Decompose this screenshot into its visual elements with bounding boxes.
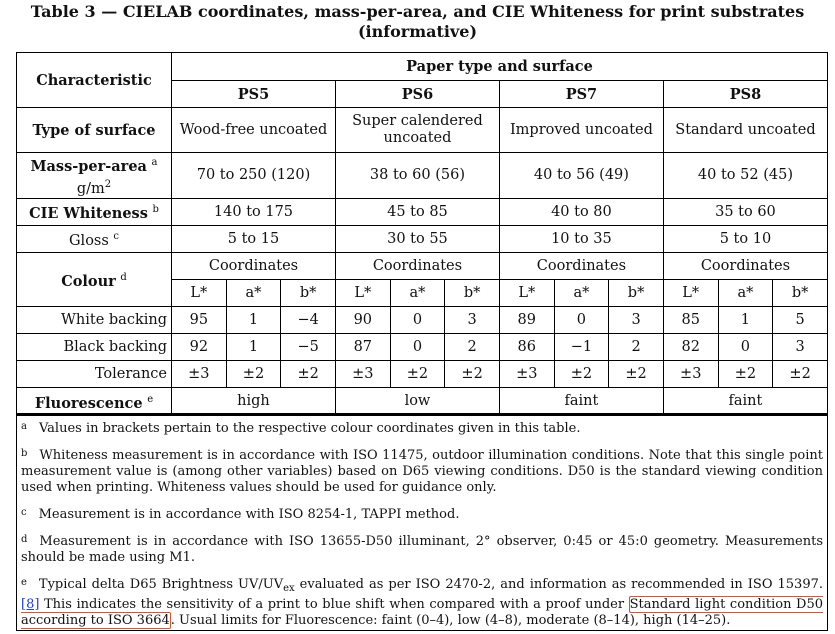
white-backing-cell: 89	[499, 307, 554, 334]
mass-ps6: 38 to 60 (56)	[335, 153, 499, 199]
footnote-text: Values in brackets pertain to the respective colour coordinates given in this table.	[38, 421, 581, 436]
tolerance-cell: ±3	[499, 361, 554, 388]
fluorescence-label-text: Fluorescence	[34, 394, 143, 412]
tolerance-cell: ±2	[281, 361, 336, 388]
paper-ps7-header: PS7	[499, 81, 663, 108]
fluorescence-ps5: high	[172, 388, 336, 416]
footnote-c	[21, 505, 823, 523]
table-caption	[0, 0, 835, 44]
footnote-text: Whiteness measurement is in accordance with ISO 11475, outdoor illumination conditions. Note that this single point measurement value is (among other variables) based on D65 viewing conditions. D50 is the standard viewing condition used when printing. Whiteness values should be used for guidance only.	[21, 448, 823, 495]
fluorescence-ps6: low	[335, 388, 499, 416]
coords-ps6: Coordinates	[335, 253, 499, 280]
footnote-key: b	[21, 448, 28, 459]
axis-b: b*	[445, 280, 500, 307]
black-backing-cell: 86	[499, 334, 554, 361]
surface-label: Type of surface	[17, 108, 172, 153]
colour-label-text: Colour	[61, 272, 116, 290]
white-backing-cell: 3	[609, 307, 664, 334]
axis-l: L*	[335, 280, 390, 307]
footnote-subscript: ex	[283, 583, 295, 594]
footnote-key: e	[21, 577, 27, 588]
black-backing-cell: 92	[172, 334, 227, 361]
footnote-b	[21, 446, 823, 496]
footnote-e	[21, 575, 823, 629]
axis-b: b*	[281, 280, 336, 307]
surface-ps5: Wood-free uncoated	[172, 108, 336, 153]
black-backing-cell: 0	[718, 334, 773, 361]
axis-l: L*	[499, 280, 554, 307]
whiteness-label-text: CIE Whiteness	[29, 204, 148, 222]
surface-ps6: Super calendered uncoated	[335, 108, 499, 153]
gloss-ps8: 5 to 10	[663, 226, 827, 253]
axis-a: a*	[718, 280, 773, 307]
gloss-ps6: 30 to 55	[335, 226, 499, 253]
footnote-text: evaluated as per ISO 2470-2, and information as recommended in ISO 15397.	[294, 577, 823, 592]
paper-ps5-header: PS5	[172, 81, 336, 108]
axis-a: a*	[554, 280, 609, 307]
tolerance-cell: ±2	[445, 361, 500, 388]
footnote-text: Measurement is in accordance with ISO 8254-1, TAPPI method.	[38, 507, 460, 522]
caption-subtitle: (informative)	[357, 22, 478, 41]
whiteness-ps7: 40 to 80	[499, 199, 663, 226]
tolerance-cell: ±2	[773, 361, 828, 388]
footnote-d	[21, 532, 823, 566]
white-backing-cell: 90	[335, 307, 390, 334]
mass-ps7: 40 to 56 (49)	[499, 153, 663, 199]
highlighted-standard-reference: Standard light condition D50 according to ISO 3664	[21, 597, 824, 628]
whiteness-ps8: 35 to 60	[663, 199, 827, 226]
footnote-text: . Usual limits for Fluorescence: faint (0–4), low (4–8), moderate (8–14), high (14–25).	[170, 613, 731, 628]
tolerance-cell: ±3	[335, 361, 390, 388]
black-backing-cell: 82	[663, 334, 718, 361]
white-backing-cell: 1	[718, 307, 773, 334]
footnote-key: c	[21, 507, 27, 518]
fluorescence-label	[17, 388, 172, 416]
mass-ps8: 40 to 52 (45)	[663, 153, 827, 199]
cielab-table	[16, 52, 828, 416]
axis-b: b*	[773, 280, 828, 307]
whiteness-note: b	[152, 204, 159, 216]
gloss-label-text: Gloss	[68, 232, 109, 249]
axis-b: b*	[609, 280, 664, 307]
coords-ps8: Coordinates	[663, 253, 827, 280]
whiteness-ps5: 140 to 175	[172, 199, 336, 226]
footnote-a	[21, 419, 823, 437]
gloss-note: c	[113, 231, 120, 243]
tolerance-cell: ±3	[663, 361, 718, 388]
surface-ps7: Improved uncoated	[499, 108, 663, 153]
mass-ps5: 70 to 250 (120)	[172, 153, 336, 199]
caption-title: Table 3 — CIELAB coordinates, mass-per-area, and CIE Whiteness for print substrates	[30, 2, 805, 21]
white-backing-cell: 5	[773, 307, 828, 334]
fluorescence-ps7: faint	[499, 388, 663, 416]
footnote-key: d	[21, 534, 28, 545]
tolerance-cell: ±2	[718, 361, 773, 388]
black-backing-cell: 3	[773, 334, 828, 361]
black-backing-label: Black backing	[17, 334, 172, 361]
fluorescence-note: e	[147, 393, 154, 405]
axis-a: a*	[390, 280, 445, 307]
paper-type-header: Paper type and surface	[172, 53, 828, 81]
mass-unit: g/m	[76, 180, 105, 197]
colour-note: d	[120, 271, 127, 283]
paper-ps8-header: PS8	[663, 81, 827, 108]
tolerance-cell: ±2	[226, 361, 281, 388]
bibliography-ref-link[interactable]: [8]	[21, 597, 40, 612]
coords-ps5: Coordinates	[172, 253, 336, 280]
axis-a: a*	[226, 280, 281, 307]
tolerance-cell: ±2	[554, 361, 609, 388]
white-backing-cell: 1	[226, 307, 281, 334]
footnote-text: Typical delta D65 Brightness UV/UV	[38, 577, 284, 592]
axis-l: L*	[663, 280, 718, 307]
colour-label	[17, 253, 172, 307]
white-backing-cell: 3	[445, 307, 500, 334]
whiteness-ps6: 45 to 85	[335, 199, 499, 226]
mass-label	[17, 153, 172, 199]
white-backing-cell: 95	[172, 307, 227, 334]
mass-note: a	[151, 156, 158, 168]
white-backing-cell: −4	[281, 307, 336, 334]
gloss-ps5: 5 to 15	[172, 226, 336, 253]
white-backing-cell: 0	[554, 307, 609, 334]
black-backing-cell: 87	[335, 334, 390, 361]
axis-l: L*	[172, 280, 227, 307]
white-backing-label: White backing	[17, 307, 172, 334]
tolerance-cell: ±2	[390, 361, 445, 388]
paper-ps6-header: PS6	[335, 81, 499, 108]
black-backing-cell: 1	[226, 334, 281, 361]
black-backing-cell: 2	[609, 334, 664, 361]
mass-label-text: Mass-per-area	[30, 157, 147, 175]
white-backing-cell: 0	[390, 307, 445, 334]
gloss-label	[17, 226, 172, 253]
white-backing-cell: 85	[663, 307, 718, 334]
characteristic-header: Characteristic	[17, 53, 172, 108]
mass-unit-exp: 2	[104, 178, 112, 190]
tolerance-cell: ±3	[172, 361, 227, 388]
tolerance-label: Tolerance	[17, 361, 172, 388]
surface-ps8: Standard uncoated	[663, 108, 827, 153]
gloss-ps7: 10 to 35	[499, 226, 663, 253]
black-backing-cell: −5	[281, 334, 336, 361]
tolerance-cell: ±2	[609, 361, 664, 388]
footnote-text: This indicates the sensitivity of a print to blue shift when compared with a proof under	[39, 597, 629, 612]
footnote-key: a	[21, 421, 27, 432]
whiteness-label	[17, 199, 172, 226]
footnotes	[16, 413, 828, 631]
fluorescence-ps8: faint	[663, 388, 827, 416]
footnote-text: Measurement is in accordance with ISO 13655-D50 illuminant, 2° observer, 0:45 or 45:0 geometry. Measurements should be made using M1.	[21, 534, 823, 565]
black-backing-cell: 2	[445, 334, 500, 361]
coords-ps7: Coordinates	[499, 253, 663, 280]
black-backing-cell: −1	[554, 334, 609, 361]
black-backing-cell: 0	[390, 334, 445, 361]
